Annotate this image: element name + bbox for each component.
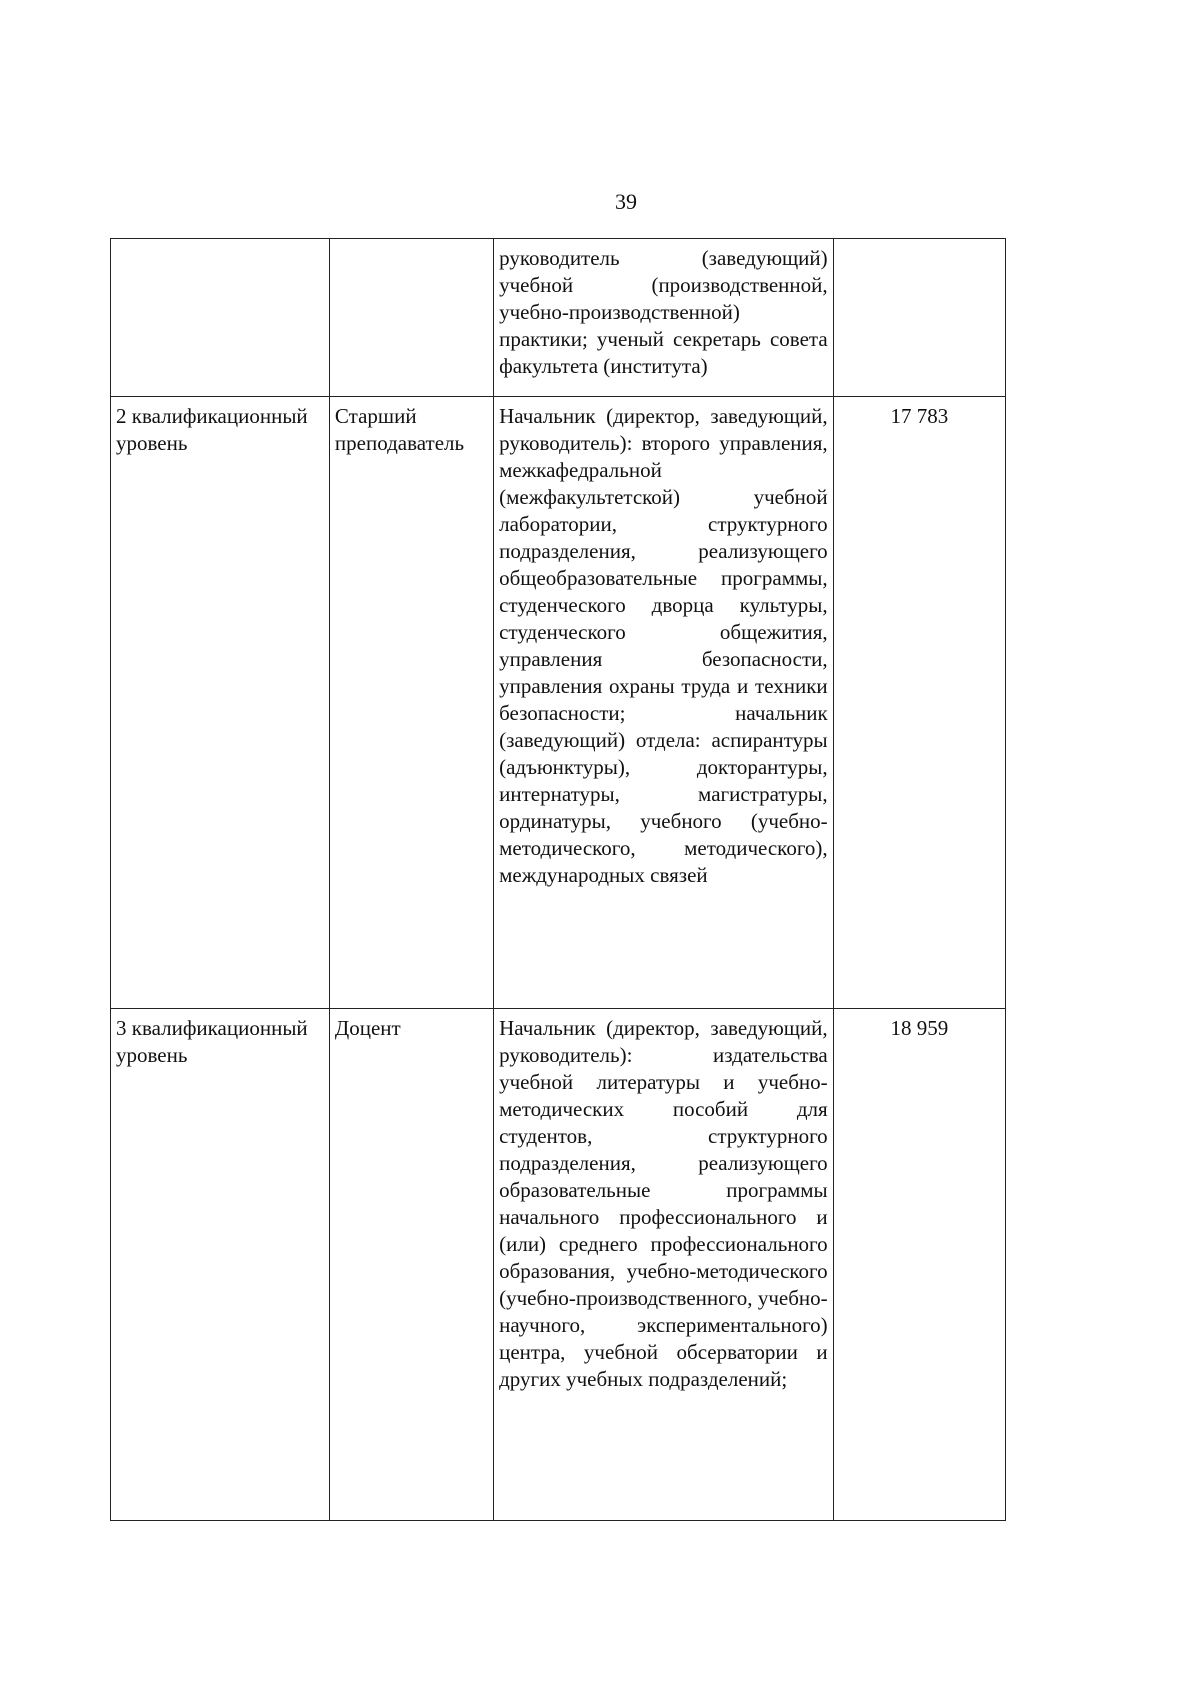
page-number: 39 xyxy=(615,189,637,214)
table-row xyxy=(111,397,1006,1009)
salary-cell: 18 959 xyxy=(833,1009,1005,1521)
duties-cell: руководитель (заведующий) учебной (производственной, учебно-производственной) практики; ученый секретарь совета факультета (института) xyxy=(494,239,834,397)
position-cell: Старший преподаватель xyxy=(329,397,493,1009)
table-row xyxy=(111,1009,1006,1521)
duties-cell: Начальник (директор, заведующий, руководитель): издательства учебной литературы и учебно-методических пособий для студентов, структурного подразделения, реализующего образовательные программы начального профессионального и (или) среднего профессионального образования, учебно-методического (учебно-производственного, учебно-научного, экспериментального) центра, учебной обсерватории и других учебных подразделений; xyxy=(494,1009,834,1521)
level-cell: 3 квалификационный уровень xyxy=(111,1009,330,1521)
table-row xyxy=(111,239,1006,397)
level-cell xyxy=(111,239,330,397)
salary-cell: 17 783 xyxy=(833,397,1005,1009)
salary-cell xyxy=(833,239,1005,397)
salary-table xyxy=(110,238,1006,1521)
position-cell xyxy=(329,239,493,397)
duties-cell: Начальник (директор, заведующий, руководитель): второго управления, межкафедральной (межфакультетской) учебной лаборатории, структурного подразделения, реализующего общеобразовательные программы, студенческого дворца культуры, студенческого общежития, управления безопасности, управления охраны труда и техники безопасности; начальник (заведующий) отдела: аспирантуры (адъюнктуры), докторантуры, интернатуры, магистратуры, ординатуры, учебного (учебно-методического, методического), международных связей xyxy=(494,397,834,1009)
position-cell: Доцент xyxy=(329,1009,493,1521)
level-cell: 2 квалификационный уровень xyxy=(111,397,330,1009)
